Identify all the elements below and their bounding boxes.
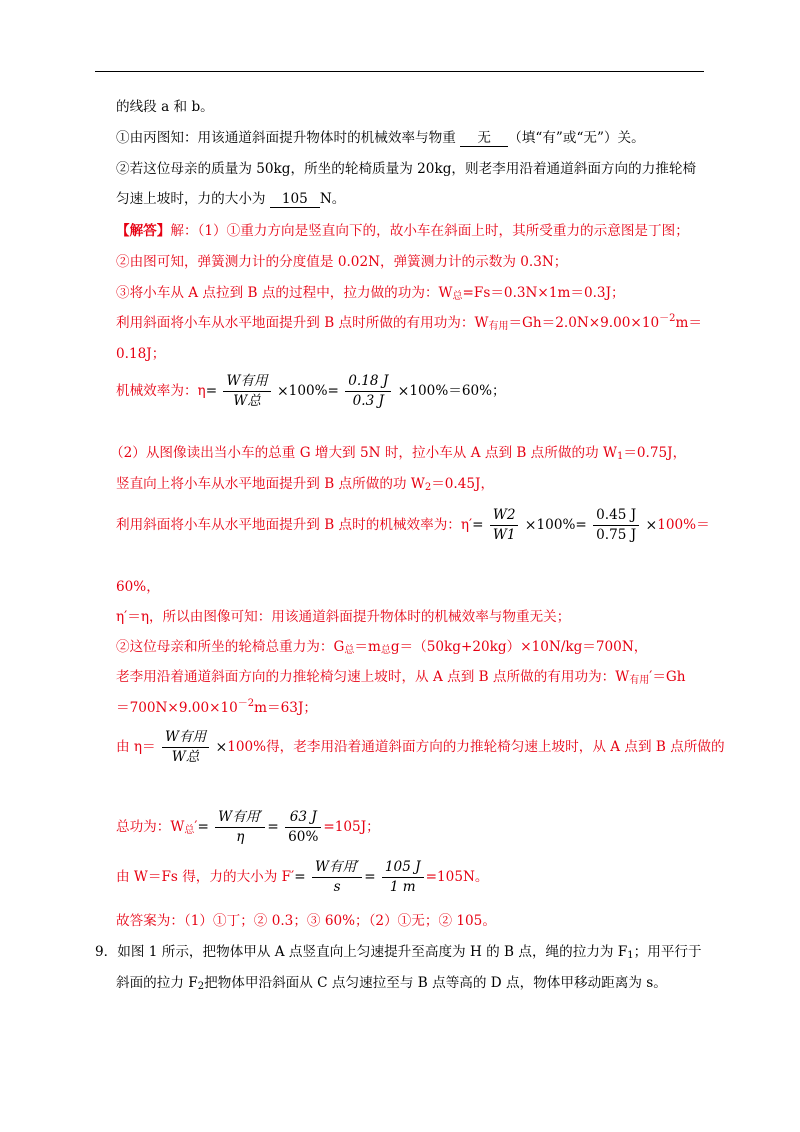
solution-line: 利用斜面将小车从水平地面提升到 B 点时所做的有用功为：W有用$=Gh=2.0N\times 9.00\times 10^{-2}m=$	[116, 313, 702, 332]
solution-start: 【解答】解：（1）①重力方向是竖直向下的，故小车在斜面上时，其所受重力的示意图是丁图；	[116, 223, 689, 239]
solution-line: $=700N\times 9.00\times 10^{-2}m=63J$；	[116, 698, 317, 716]
efficiency-prime-formula: 利用斜面将小车从水平地面提升到 B 点时的机械效率为：η′= $\frac{W2}{W1}$ ×100%= $\frac{0.45 J}{0.75 J}$ ×100%＝	[116, 507, 710, 543]
fraction: $\frac{W2}{W1}$	[490, 506, 519, 545]
fraction: $\frac{105 J}{1 m}$	[382, 858, 424, 897]
fraction: $\frac{\text{W有用′}}{s}$	[312, 858, 362, 897]
header-rule	[95, 71, 704, 72]
question-9: 9．如图 1 所示，把物体甲从 A 点竖直向上匀速提升至高度为 H 的 B 点，绳的拉力为 F1；用平行于	[95, 944, 702, 961]
solution-line: 老李用沿着通道斜面方向的力推轮椅匀速上坡时，从 A 点到 B 点所做的有用功为：W有用′＝Gh	[116, 669, 686, 686]
text-line: 的线段 a 和 b。	[116, 99, 214, 115]
solution-line: η′＝η，所以由图像可知：用该通道斜面提升物体时的机械效率与物重无关；	[116, 609, 571, 625]
final-answer: 故答案为：（1）①丁；② 0.3；③ 60%；（2）①无；② 105。	[116, 913, 496, 929]
fraction: $\frac{0.18 J}{0.3 J}$	[345, 372, 391, 411]
efficiency-formula: 机械效率为：η= $\frac{\text{W有用}}{\text{W总}}$ ×100%= $\frac{0.18 J}{0.3 J}$ ×100%＝60%；	[116, 373, 506, 409]
total-work-formula: 总功为：W总′= $\frac{\text{W有用′}}{\eta}$ = $\frac{63 J}{60\%}$ =105J；	[116, 809, 380, 845]
answer-blank: 无	[460, 130, 508, 147]
solution-line: ②这位母亲和所坐的轮椅总重力为：G总＝m总g＝（50kg+20kg）×10N/kg＝700N，	[116, 639, 648, 656]
solution-line: 0.18J；	[116, 346, 166, 362]
force-formula: 由 W＝Fs 得，力的大小为 F′= $\frac{\text{W有用′}}{s}$ = $\frac{105 J}{1 m}$ =105N。	[116, 859, 489, 895]
fraction: $\frac{63 J}{60\%}$	[285, 808, 321, 847]
fraction: $\frac{\text{W有用′}}{\eta}$	[215, 808, 265, 847]
fraction: $\frac{\text{W有用}}{\text{W总}}$	[162, 728, 209, 767]
solution-tag: 【解答】	[116, 223, 171, 239]
question-part-1: ①由丙图知：用该通道斜面提升物体时的机械效率与物重 无 （填“有”或“无”）关。	[116, 130, 645, 146]
solution-line: 竖直向上将小车从水平地面提升到 B 点所做的功 W2＝0.45J，	[116, 476, 495, 493]
question-9-cont: 斜面的拉力 F2把物体甲沿斜面从 C 点匀速拉至与 B 点等高的 D 点，物体甲移动距离为 s。	[116, 975, 667, 992]
solution-line: ②由图可知，弹簧测力计的分度值是 0.02N，弹簧测力计的示数为 0.3N；	[116, 254, 568, 270]
solution-line: （2）从图像读出当小车的总重 G 增大到 5N 时，拉小车从 A 点到 B 点所做的功 W1＝0.75J，	[110, 445, 687, 462]
question-part-2-cont: 匀速上坡时，力的大小为 105 N。	[116, 191, 346, 207]
fraction: $\frac{0.45 J}{0.75 J}$	[593, 506, 639, 545]
fraction: $\frac{\text{W有用}}{\text{W总}}$	[223, 372, 270, 411]
question-part-2: ②若这位母亲的质量为 50kg，所坐的轮椅质量为 20kg，则老李用沿着通道斜面方向的力推轮椅	[116, 161, 697, 177]
answer-blank: 105	[270, 191, 320, 208]
solution-line: ③将小车从 A 点拉到 B 点的过程中，拉力做的功为：W总=Fs＝0.3N×1m＝0.3J；	[116, 285, 625, 302]
solution-line: 60%，	[116, 579, 160, 595]
efficiency-definition: 由 η＝ $\frac{\text{W有用}}{\text{W总}}$ ×100%得，老李用沿着通道斜面方向的力推轮椅匀速上坡时，从 A 点到 B 点所做的	[116, 729, 725, 765]
